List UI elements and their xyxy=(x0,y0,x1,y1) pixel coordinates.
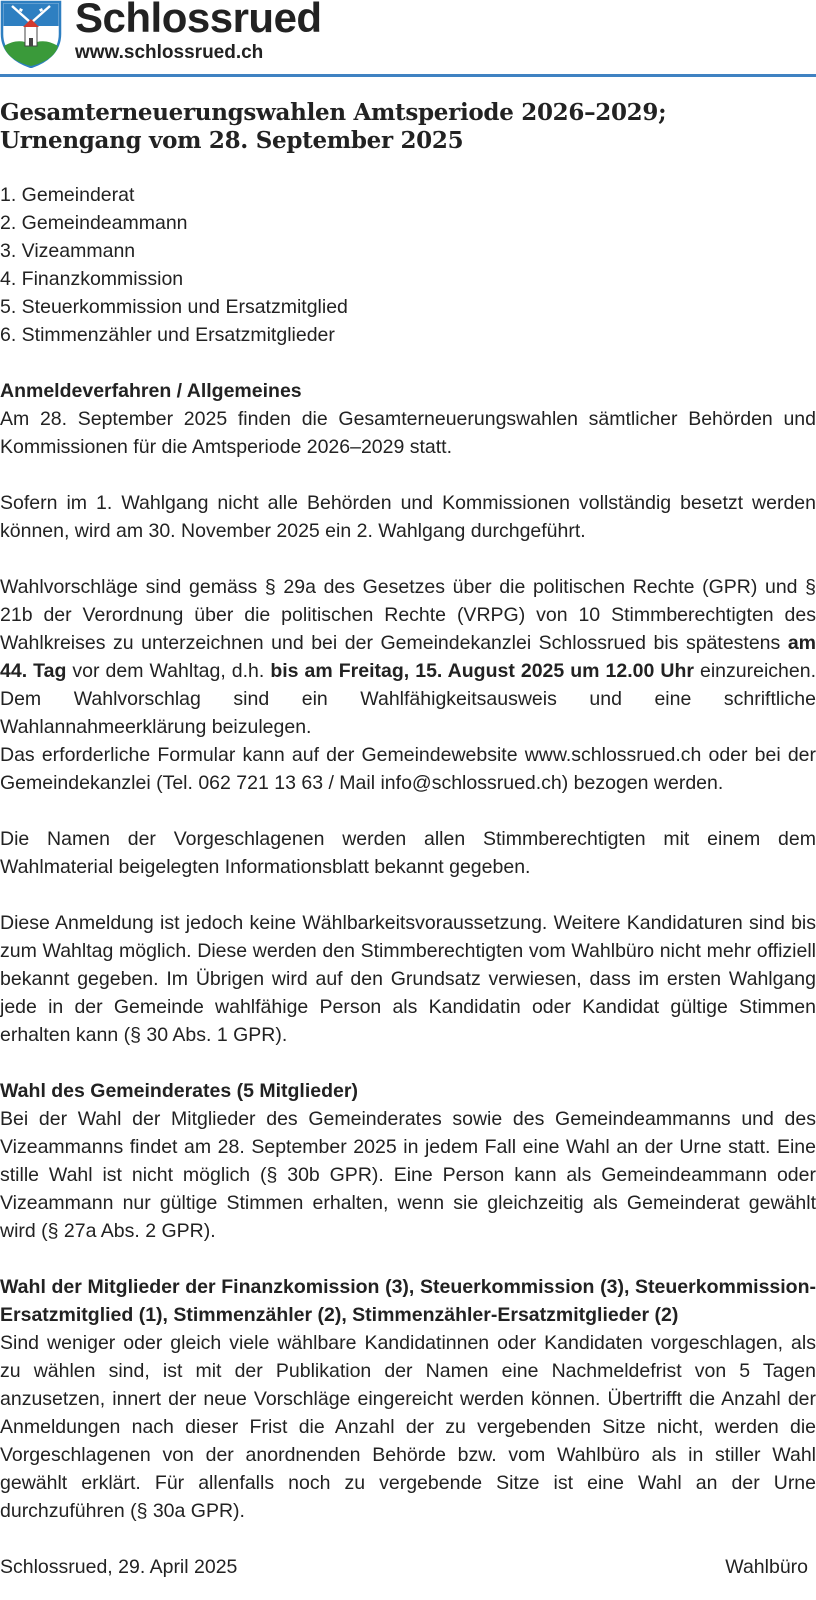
bold-text: bis am Freitag, 15. August 2025 um 12.00 Uhr xyxy=(270,660,694,682)
section-heading: Anmeldeverfahren / Allgemeines xyxy=(0,380,302,402)
list-item: 2. Gemeindeammann xyxy=(0,212,188,234)
list-item: 4. Finanzkommission xyxy=(0,268,184,290)
section-gemeinderat xyxy=(0,1077,816,1245)
election-list xyxy=(0,181,816,349)
text-run: vor dem Wahltag, d.h. xyxy=(66,660,271,682)
title-line-2: Urnengang vom 28. September 2025 xyxy=(0,127,464,154)
section-heading: Wahl des Gemeinderates (5 Mitglieder) xyxy=(0,1080,358,1102)
bold-text: am 44. Tag xyxy=(0,632,816,682)
section-heading: Wahl der Mitglieder der Finanzkomission (3), Steuerkommission (3), Steuerkommission-Ersatzmitglied (1), Stimmenzähler (2), Stimmenzähler-Ersatzmitglieder (2) xyxy=(0,1276,816,1326)
list-item: 6. Stimmenzähler und Ersatzmitglieder xyxy=(0,324,335,346)
document-title xyxy=(0,99,816,155)
paragraph: Die Namen der Vorgeschlagenen werden allen Stimmberechtigten mit einem dem Wahlmaterial beigelegten Informationsblatt bekannt gegeben. xyxy=(0,828,816,878)
document-footer xyxy=(0,1553,816,1581)
list-item: 1. Gemeinderat xyxy=(0,184,135,206)
paragraph: Sind weniger oder gleich viele wählbare Kandidatinnen oder Kandidaten vorgeschlagen, als zu wählen sind, ist mit der Publikation der Namen eine Nachmeldefrist von 5 Tagen anzusetzen, innert der neue Vorschläge eingereicht werden können. Übertrifft die Anzahl der Anmeldungen nach dieser Frist die Anzahl der zu vergebenden Sitze nicht, werden die Vorgeschlagenen von der anordnenden Behörde bzw. vom Wahlbüro als in stiller Wahl gewählt erklärt. Für allenfalls noch zu vergebende Sitze ist eine Wahl an der Urne durchzuführen (§ 30a GPR). xyxy=(0,1332,816,1522)
document-body xyxy=(0,99,816,1581)
site-url-link[interactable]: www.schlossrued.ch xyxy=(75,42,264,63)
paragraph-deadline xyxy=(0,573,816,741)
header-divider xyxy=(0,74,816,77)
page-header xyxy=(0,0,816,78)
section-commissions xyxy=(0,1273,816,1525)
list-item: 3. Vizeammann xyxy=(0,240,136,262)
coat-of-arms-icon xyxy=(0,0,62,68)
signature: Wahlbüro xyxy=(725,1556,808,1578)
paragraph: Am 28. September 2025 finden die Gesamterneuerungswahlen sämtlicher Behörden und Kommissionen für die Amtsperiode 2026–2029 statt. xyxy=(0,408,816,458)
site-title: Schlossrued xyxy=(75,0,322,41)
paragraph: Das erforderliche Formular kann auf der Gemeindewebsite www.schlossrued.ch oder bei der Gemeindekanzlei (Tel. 062 721 13 63 / Mail info@schlossrued.ch) bezogen werden. xyxy=(0,744,816,794)
paragraph: Sofern im 1. Wahlgang nicht alle Behörden und Kommissionen vollständig besetzt werden können, wird am 30. November 2025 ein 2. Wahlgang durchgeführt. xyxy=(0,492,816,542)
list-item: 5. Steuerkommission und Ersatzmitglied xyxy=(0,296,348,318)
paragraph: Diese Anmeldung ist jedoch keine Wählbarkeitsvoraussetzung. Weitere Kandidaturen sind bis zum Wahltag möglich. Diese werden den Stimmberechtigten vom Wahlbüro nicht mehr offiziell bekannt gegeben. Im Übrigen wird auf den Grundsatz verwiesen, dass im ersten Wahlgang jede in der Gemeinde wahlfähige Person als Kandidatin oder Kandidat gültige Stimmen erhalten kann (§ 30 Abs. 1 GPR). xyxy=(0,912,816,1046)
place-date: Schlossrued, 29. April 2025 xyxy=(0,1556,238,1578)
paragraph: Bei der Wahl der Mitglieder des Gemeinderates sowie des Gemeindeammanns und des Vizeammanns findet am 28. September 2025 in jedem Fall eine Wahl an der Urne statt. Eine stille Wahl ist nicht möglich (§ 30b GPR). Eine Person kann als Gemeindeammann oder Vizeammann nur gültige Stimmen erhalten, wenn sie gleichzeitig als Gemeinderat gewählt wird (§ 27a Abs. 2 GPR). xyxy=(0,1108,816,1242)
title-line-1: Gesamterneuerungswahlen Amtsperiode 2026–2029; xyxy=(0,99,667,126)
text-run: einzureichen. Dem Wahlvorschlag sind ein Wahlfähigkeitsausweis und eine schriftliche Wahlannahmeerklärung beizulegen. xyxy=(0,660,816,738)
section-registration xyxy=(0,377,816,1049)
text-run: Wahlvorschläge sind gemäss § 29a des Gesetzes über die politischen Rechte (GPR) und § 21b der Verordnung über die politischen Rechte (VRPG) von 10 Stimmberechtigten des Wahlkreises zu unterzeichnen und bei der Gemeindekanzlei Schlossrued bis spätestens xyxy=(0,576,816,654)
